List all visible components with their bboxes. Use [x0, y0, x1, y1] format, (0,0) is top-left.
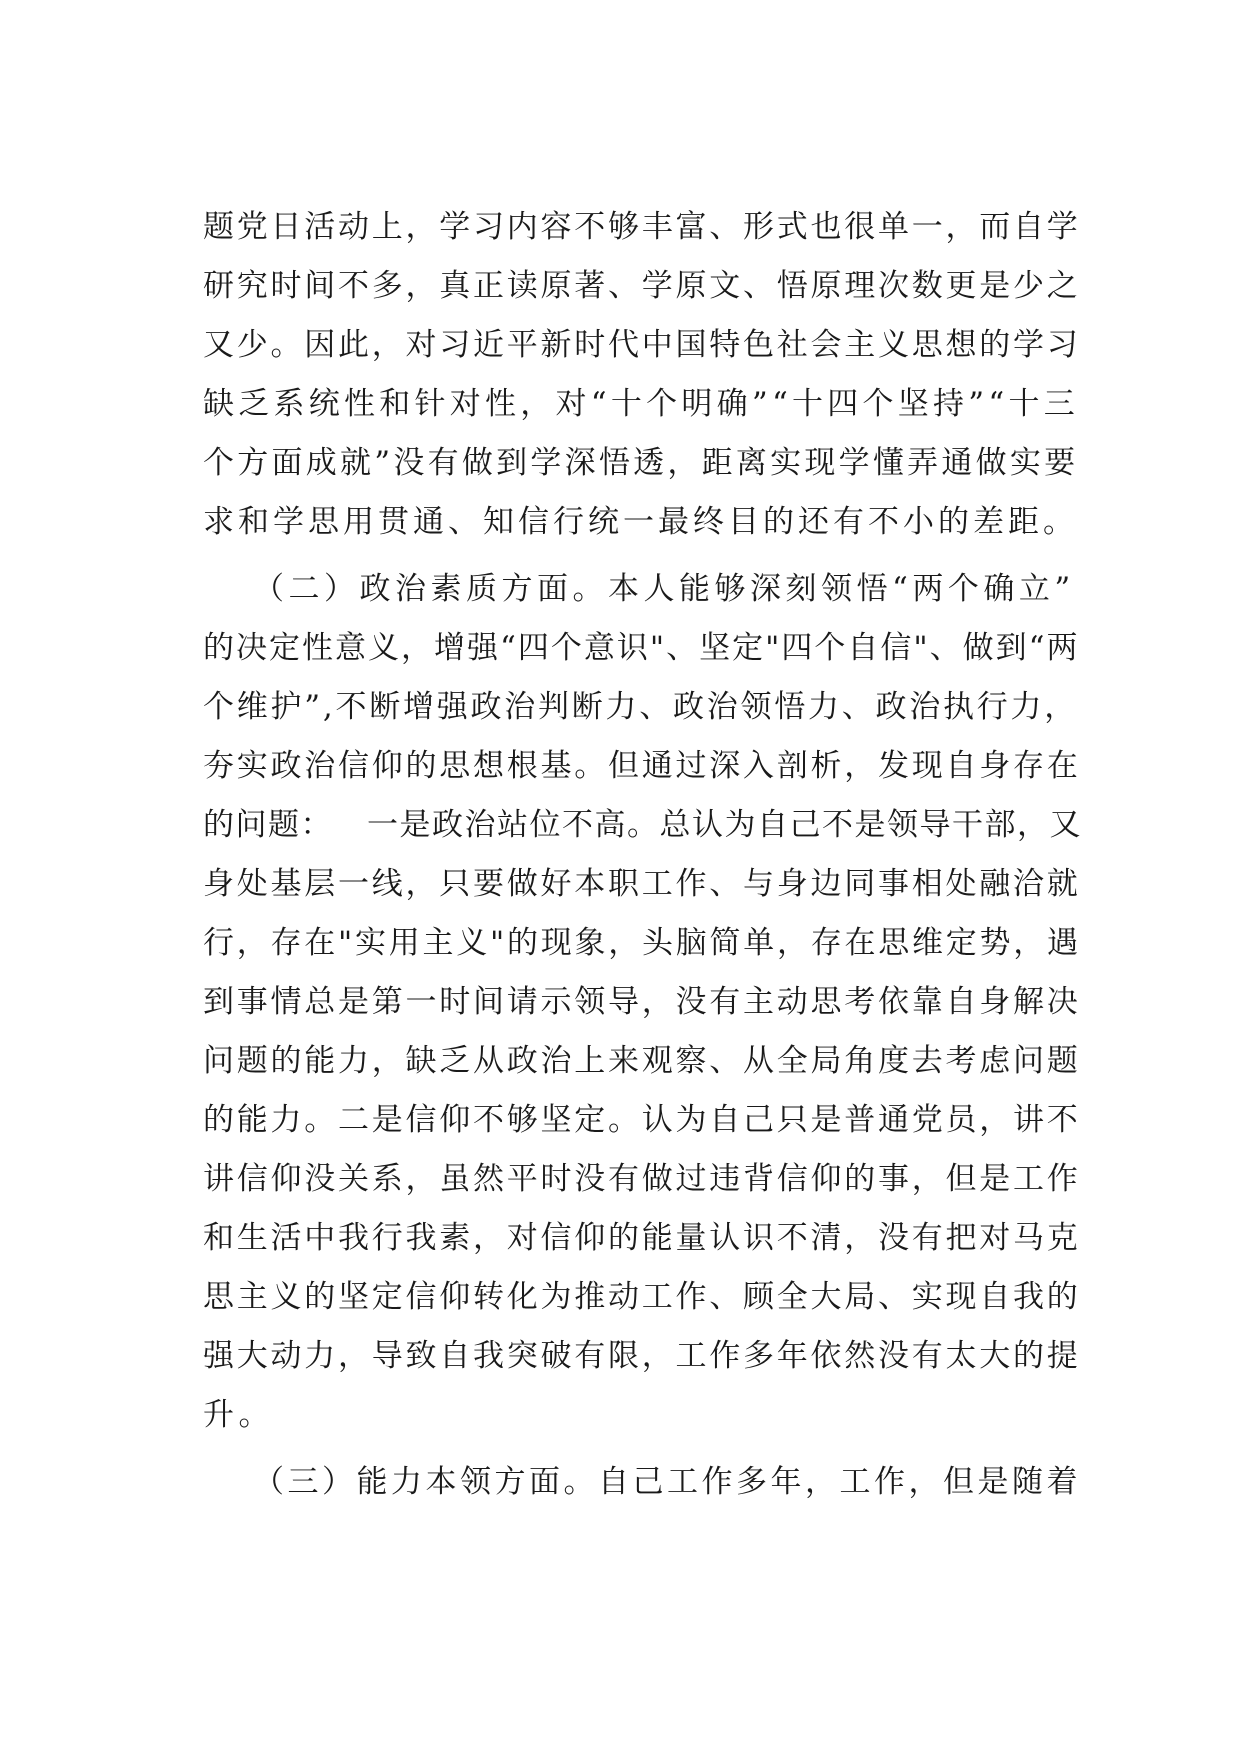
- paragraph-heading-line: （三）能力本领方面。自己工作多年，工作，但是随着: [253, 1464, 1081, 1500]
- text-line: 强大动力，导致自我突破有限，工作多年依然没有太大的提: [203, 1338, 1081, 1374]
- text-line: 求和学思用贯通、知信行统一最终目的还有不小的差距。: [203, 504, 1078, 540]
- text-line: 行，存在"实用主义"的现象，头脑简单，存在思维定势，遇: [203, 925, 1081, 961]
- text-line: 思主义的坚定信仰转化为推动工作、顾全大局、实现自我的: [203, 1279, 1081, 1315]
- text-line: 题党日活动上，学习内容不够丰富、形式也很单一，而自学: [203, 209, 1081, 245]
- document-body: [203, 198, 1083, 1512]
- text-line: 个方面成就”没有做到学深悟透，距离实现学懂弄通做实要: [203, 445, 1079, 481]
- text-line: 到事情总是第一时间请示领导，没有主动思考依靠自身解决: [203, 984, 1081, 1020]
- text-line: 的问题： 一是政治站位不高。总认为自己不是领导干部，又: [203, 807, 1083, 843]
- text-line: 的决定性意义，增强“四个意识"、坚定"四个自信"、做到“两: [203, 630, 1080, 666]
- text-line: 的能力。二是信仰不够坚定。认为自己只是普通党员，讲不: [203, 1102, 1081, 1138]
- text-line: 又少。因此，对习近平新时代中国特色社会主义思想的学习: [203, 327, 1081, 363]
- text-line: 讲信仰没关系，虽然平时没有做过违背信仰的事，但是工作: [203, 1161, 1081, 1197]
- text-line: 缺乏系统性和针对性，对“十个明确”“十四个坚持”“十三: [203, 386, 1079, 422]
- text-line: 和生活中我行我素，对信仰的能量认识不清，没有把对马克: [203, 1220, 1081, 1256]
- text-line: 个维护”,不断增强政治判断力、政治领悟力、政治执行力，: [203, 689, 1078, 725]
- paragraph-heading-line: （二）政治素质方面。本人能够深刻领悟“两个确立”: [253, 571, 1075, 607]
- text-line: 夯实政治信仰的思想根基。但通过深入剖析，发现自身存在: [203, 748, 1081, 784]
- text-line: 研究时间不多，真正读原著、学原文、悟原理次数更是少之: [203, 268, 1081, 304]
- text-line: 问题的能力，缺乏从政治上来观察、从全局角度去考虑问题: [203, 1043, 1081, 1079]
- text-line: 身处基层一线，只要做好本职工作、与身边同事相处融洽就: [203, 866, 1081, 902]
- text-line: 升。: [203, 1397, 274, 1433]
